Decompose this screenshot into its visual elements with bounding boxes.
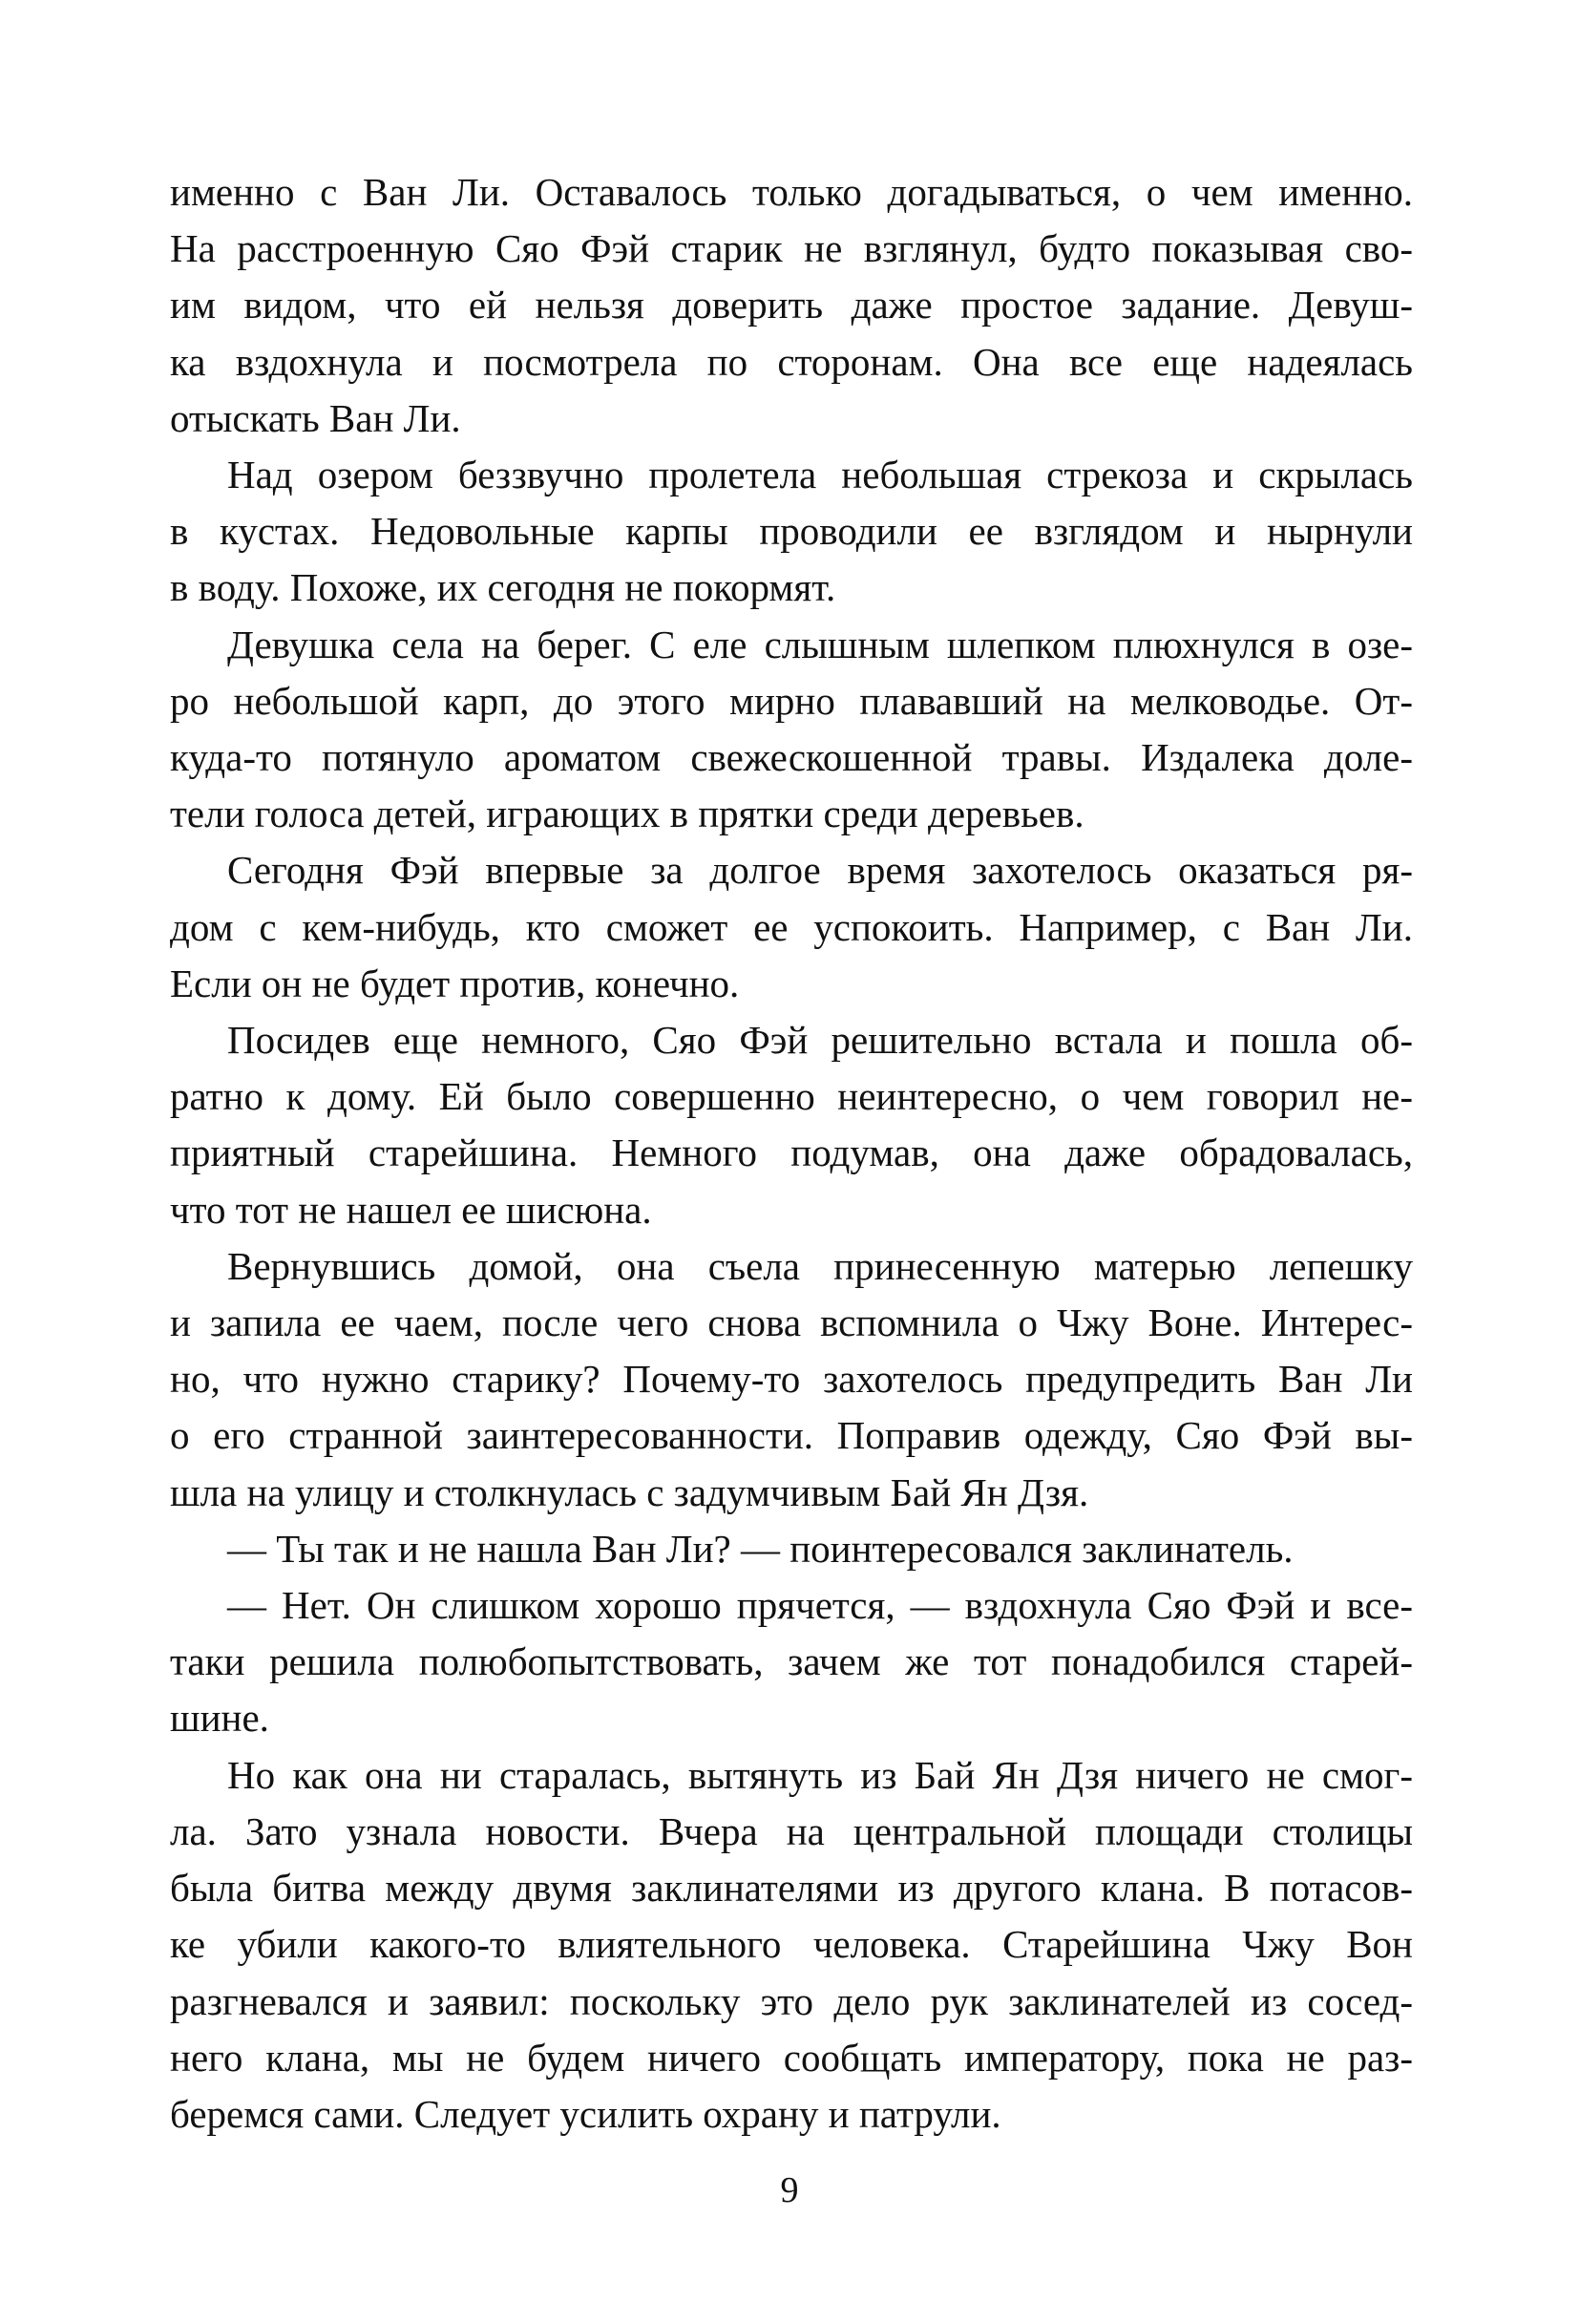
text-line: что тот не нашел ее шисюна.: [170, 1187, 652, 1232]
text-line: ратно к дому. Ей было совершенно неинтересно, о чем говорил не-: [170, 1074, 1413, 1119]
text-line: шла на улицу и столкнулась с задумчивым Бай Ян Дзя.: [170, 1469, 1089, 1514]
text-line: приятный старейшина. Немного подумав, она даже обрадовалась,: [170, 1130, 1413, 1175]
page-number: 9: [780, 2170, 799, 2210]
paragraph: [170, 1012, 1413, 1238]
text-line: Но как она ни старалась, вытянуть из Бай Ян Дзя ничего не смог-: [227, 1752, 1413, 1797]
text-line: ро небольшой карп, до этого мирно плававший на мелководье. От-: [170, 678, 1413, 723]
text-line: — Нет. Он слишком хорошо прячется, — вздохнула Сяо Фэй и все-: [227, 1583, 1413, 1628]
text-line: Над озером беззвучно пролетела небольшая стрекоза и скрылась: [227, 453, 1413, 497]
text-line: куда-то потянуло ароматом свежескошенной травы. Издалека доле-: [170, 735, 1413, 780]
text-line: На расстроенную Сяо Фэй старик не взглянул, будто показывая сво-: [170, 226, 1413, 271]
text-line: дом с кем-нибудь, кто сможет ее успокоить. Например, с Ван Ли.: [170, 904, 1413, 949]
text-line: ка вздохнула и посмотрела по сторонам. Она все еще надеялась: [170, 339, 1413, 384]
text-line: Посидев еще немного, Сяо Фэй решительно встала и пошла об-: [227, 1018, 1413, 1063]
paragraph: [170, 1747, 1413, 2143]
text-line: но, что нужно старику? Почему-то захотелось предупредить Ван Ли: [170, 1357, 1413, 1402]
paragraph: [170, 447, 1413, 617]
text-line: в кустах. Недовольные карпы проводили ее взглядом и нырнули: [170, 509, 1413, 554]
text-line: Девушка села на берег. С еле слышным шлепком плюхнулся в озе-: [227, 622, 1413, 666]
text-line: о его странной заинтересованности. Поправив одежду, Сяо Фэй вы-: [170, 1413, 1413, 1458]
text-line: Сегодня Фэй впервые за долгое время захотелось оказаться ря-: [227, 848, 1413, 893]
text-line: него клана, мы не будем ничего сообщать императору, пока не раз-: [170, 2035, 1413, 2080]
text-line: именно с Ван Ли. Оставалось только догадываться, о чем именно.: [170, 170, 1413, 214]
dialogue-line: [170, 1521, 1413, 1577]
paragraph: [170, 842, 1413, 1012]
text-line: отыскать Ван Ли.: [170, 395, 461, 440]
text-line: шине.: [170, 1696, 269, 1741]
paragraph: [170, 164, 1413, 447]
paragraph: [170, 617, 1413, 843]
text-line: им видом, что ей нельзя доверить даже простое задание. Девуш-: [170, 283, 1413, 327]
text-line: была битва между двумя заклинателями из другого клана. В потасов-: [170, 1866, 1413, 1911]
dialogue-line: [170, 1577, 1413, 1747]
text-line: тели голоса детей, играющих в прятки среди деревьев.: [170, 792, 1084, 836]
text-line: разгневался и заявил: поскольку это дело рук заклинателей из сосед-: [170, 1978, 1413, 2023]
text-line: ла. Зато узнала новости. Вчера на центральной площади столицы: [170, 1808, 1413, 1853]
text-line: беремся сами. Следует усилить охрану и патрули.: [170, 2091, 1001, 2136]
text-line: в воду. Похоже, их сегодня не покормят.: [170, 565, 836, 610]
text-line: и запила ее чаем, после чего снова вспомнила о Чжу Воне. Интерес-: [170, 1300, 1413, 1345]
text-line: Если он не будет против, конечно.: [170, 961, 740, 1005]
page-body: [170, 164, 1413, 2143]
text-line: таки решила полюбопытствовать, зачем же тот понадобился старей-: [170, 1639, 1413, 1684]
paragraph: [170, 1238, 1413, 1521]
text-line: Вернувшись домой, она съела принесенную матерью лепешку: [227, 1243, 1413, 1288]
text-line: — Ты так и не нашла Ван Ли? — поинтересовался заклинатель.: [227, 1526, 1294, 1571]
text-line: ке убили какого-то влиятельного человека. Старейшина Чжу Вон: [170, 1922, 1413, 1967]
